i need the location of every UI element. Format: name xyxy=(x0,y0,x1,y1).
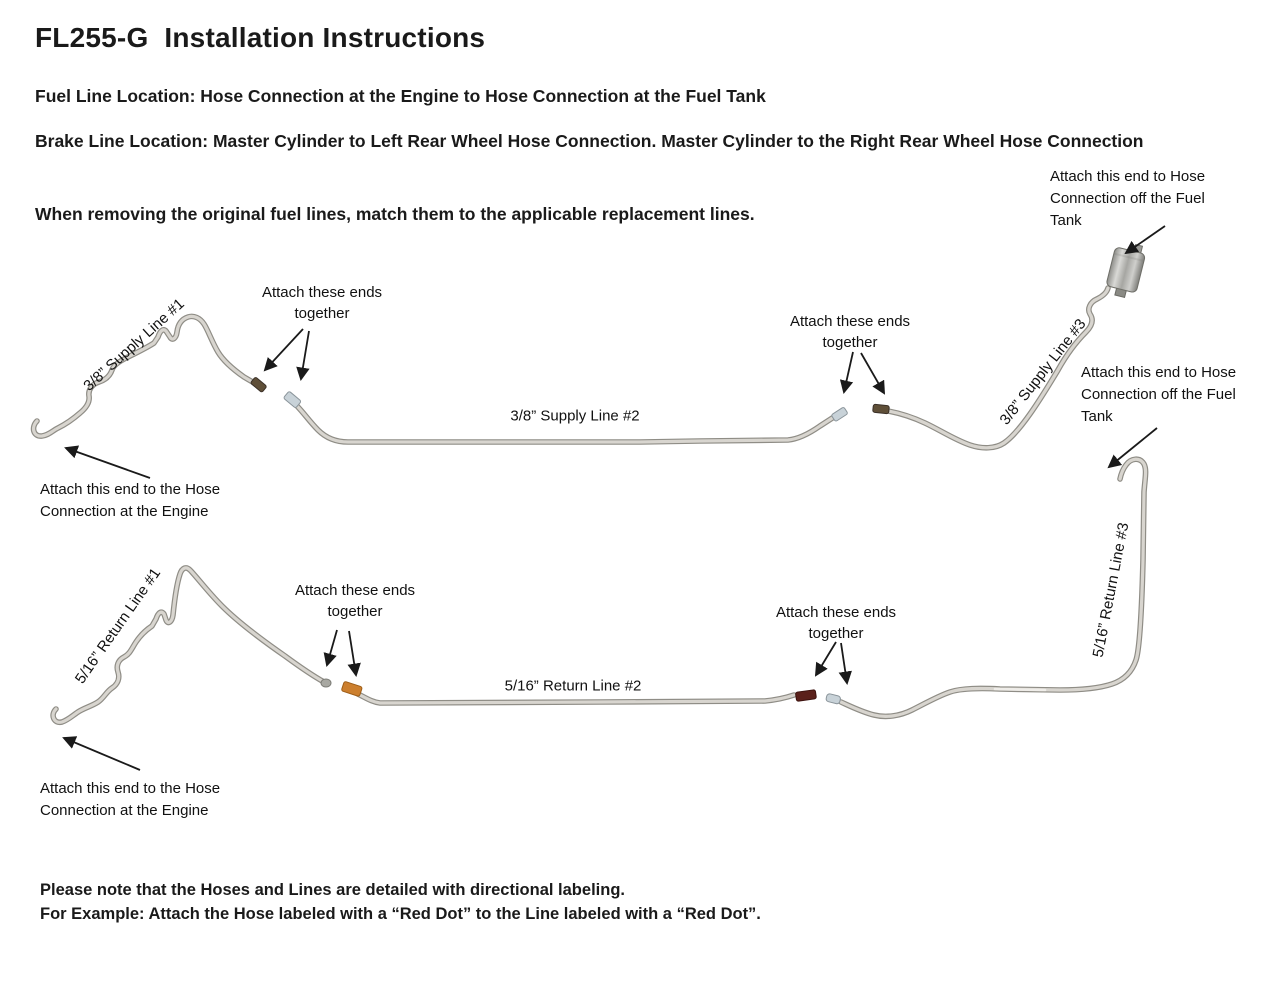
return-line-2-tube xyxy=(358,694,794,703)
return-line-3-tube xyxy=(841,459,1146,716)
arrow-attach-3b xyxy=(349,631,356,675)
footer-note-line-2: For Example: Attach the Hose labeled with a “Red Dot” to the Line labeled with a “Red Dot”. xyxy=(40,905,761,923)
arrow-engine-note-top xyxy=(66,448,150,478)
arrow-attach-1b xyxy=(301,331,309,379)
arrow-engine-note-bottom xyxy=(64,738,140,770)
fuel-filter xyxy=(1104,240,1147,300)
tank-note-2: Attach this end to Hose Connection off the Fuel Tank xyxy=(1081,364,1237,425)
removal-note-text: When removing the original fuel lines, match them to the applicable replacement lines. xyxy=(35,204,755,224)
attach-ends-callout-2: Attach these ends together xyxy=(789,313,911,351)
return-line-1-end-fitting xyxy=(321,679,331,687)
arrow-attach-2b xyxy=(861,353,884,393)
attach-ends-callout-1: Attach these ends together xyxy=(261,284,383,322)
arrow-attach-2a xyxy=(844,352,853,392)
return-line-1-label: 5/16” Return Line #1 xyxy=(71,565,165,687)
arrow-attach-4b xyxy=(841,643,847,683)
arrow-attach-4a xyxy=(816,642,836,675)
return-line-2-end-fitting xyxy=(795,690,816,702)
engine-note-top: Attach this end to the Hose Connection at the Engine xyxy=(40,481,221,520)
return-line-3-label: 5/16” Return Line #3 xyxy=(1089,521,1133,659)
footer-note-line-1: Please note that the Hoses and Lines are detailed with directional labeling. xyxy=(40,881,625,899)
supply-line-2-end-fitting xyxy=(831,407,848,422)
arrow-attach-3a xyxy=(327,630,337,665)
page-title: FL255-G Installation Instructions xyxy=(35,22,486,53)
tank-note-1: Attach this end to Hose Connection off the Fuel Tank xyxy=(1050,168,1206,229)
tube-highlight xyxy=(995,689,1045,690)
filter-body xyxy=(1106,247,1146,293)
attach-ends-callout-4: Attach these ends together xyxy=(775,604,897,642)
attach-ends-callout-3: Attach these ends together xyxy=(294,582,416,620)
return-line-2-start-fitting xyxy=(341,681,362,696)
supply-line-1-label: 3/8” Supply Line #1 xyxy=(80,295,188,395)
return-line-3-start-fitting xyxy=(826,693,842,704)
brake-line-location-text: Brake Line Location: Master Cylinder to Left Rear Wheel Hose Connection. Master Cylinder to the Right Rear Wheel Hose Connection xyxy=(35,131,1144,151)
arrow-attach-1a xyxy=(265,329,303,370)
supply-line-3-label: 3/8” Supply Line #3 xyxy=(996,315,1090,429)
fuel-line-location-text: Fuel Line Location: Hose Connection at the Engine to Hose Connection at the Fuel Tank xyxy=(35,86,766,106)
engine-note-bottom: Attach this end to the Hose Connection at the Engine xyxy=(40,780,221,819)
return-line-2-label: 5/16” Return Line #2 xyxy=(504,677,642,695)
supply-line-2-label: 3/8” Supply Line #2 xyxy=(510,407,640,425)
supply-line-3-start-fitting xyxy=(873,404,890,414)
